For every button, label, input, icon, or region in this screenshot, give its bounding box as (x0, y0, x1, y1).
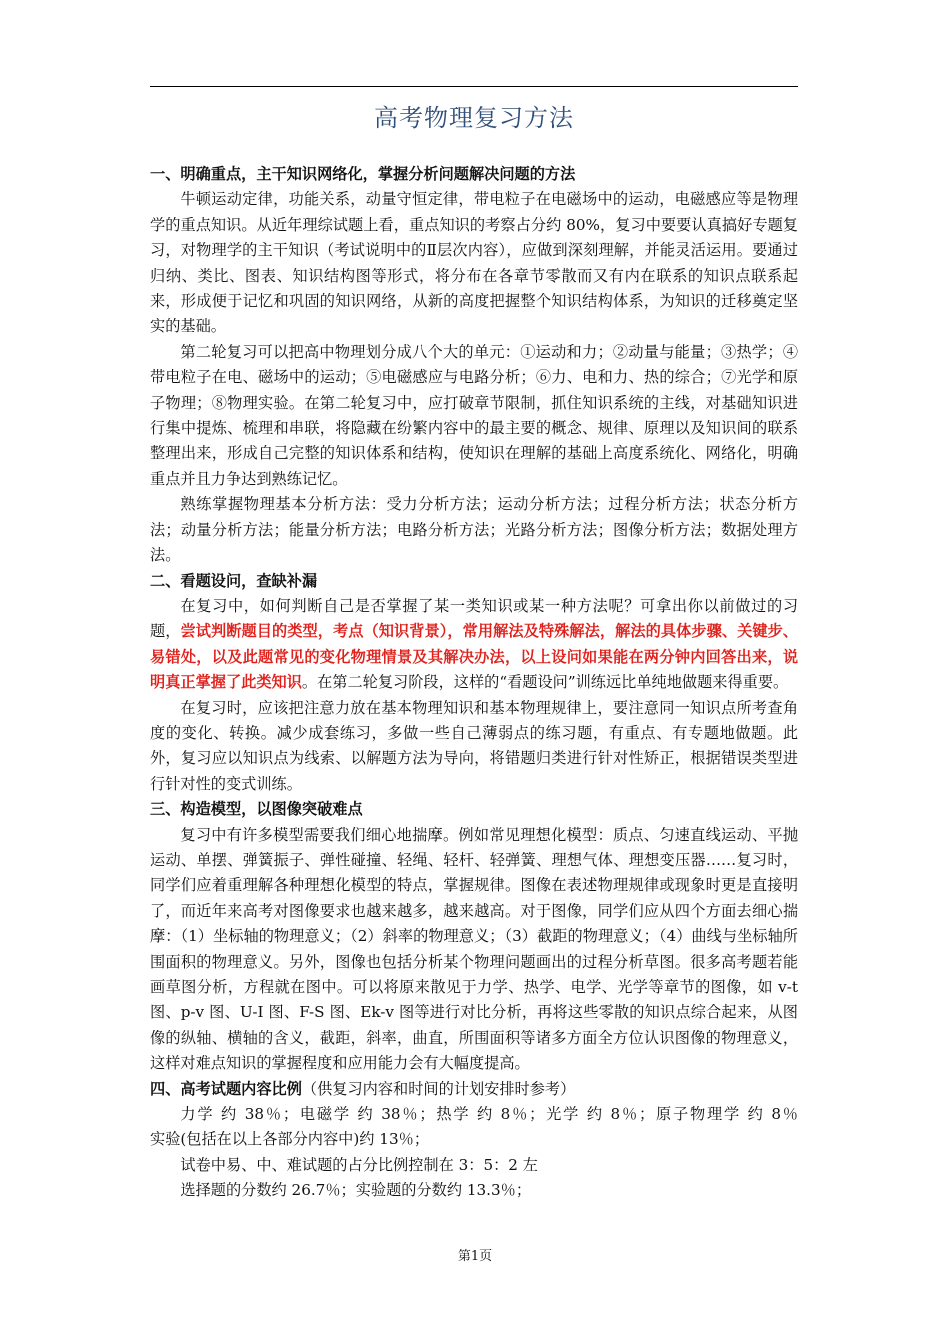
page-title: 高考物理复习方法 (374, 104, 574, 132)
paragraph: 熟练掌握物理基本分析方法：受力分析方法；运动分析方法；过程分析方法；状态分析方法；动量分析方法；能量分析方法；电路分析方法；光路分析方法；图像分析方法；数据处理方法。 (150, 495, 798, 565)
document-body (150, 162, 798, 1204)
page-number: 第1页 (457, 1249, 493, 1264)
paragraph-text: 在复习中，如何判断自己是否掌握了某一类知识或某一种方法呢？可拿出你以前做过的习题， (150, 596, 798, 641)
section-heading (150, 1077, 798, 1102)
header-rule (150, 86, 798, 87)
highlighted-text: 尝试判断题目的类型，考点（知识背景），常用解法及特殊解法，解法的具体步骤、关键步、易错处，以及此题常见的变化物理情景及其解决办法，以上设问如果能在两分钟内回答出来，说明真正掌握了此类知识 (150, 622, 798, 692)
section-heading: 二、看题设问，查缺补漏 (150, 571, 318, 590)
section-heading-text: 四、高考试题内容比例 (150, 1079, 302, 1098)
paragraph: 第二轮复习可以把高中物理划分成八个大的单元：①运动和力；②动量与能量；③热学；④带电粒子在电、磁场中的运动；⑤电磁感应与电路分析；⑥力、电和力、热的综合；⑦光学和原子物理；⑧物理实验。在第二轮复习中，应打破章节限制，抓住知识系统的主线，对基础知识进行集中提炼、梳理和串联，将隐藏在纷繁内容中的最主要的概念、规律、原理以及知识间的联系整理出来，形成自己完整的知识体系和结构，使知识在理解的基础上高度系统化、网络化，明确重点并且力争达到熟练记忆。 (150, 342, 798, 488)
paragraph (150, 594, 798, 696)
paragraph: 力学 约 38％；电磁学 约 38％；热学 约 8％；光学 约 8％；原子物理学 约 8％ (180, 1105, 798, 1124)
section-heading-note: （供复习内容和时间的计划安排时参考） (301, 1079, 576, 1098)
paragraph: 在复习时，应该把注意力放在基本物理知识和基本物理规律上，要注意同一知识点所考查角度的变化、转换。减少成套练习，多做一些自己薄弱点的练习题，有重点、有专题地做题。此外，复习应以知识点为线索、以解题方法为导向，将错题归类进行针对性矫正，根据错误类型进行针对性的变式训练。 (150, 698, 798, 793)
paragraph: 试卷中易、中、难试题的占分比例控制在 3：5：2 左 (180, 1155, 538, 1174)
paragraph-text: 。在第二轮复习阶段，这样的“看题设问”训练远比单纯地做题来得重要。 (301, 673, 789, 692)
paragraph: 复习中有许多模型需要我们细心地揣摩。例如常见理想化模型：质点、匀速直线运动、平抛运动、单摆、弹簧振子、弹性碰撞、轻绳、轻杆、轻弹簧、理想气体、理想变压器……复习时，同学们应着重理解各种理想化模型的特点，掌握规律。图像在表述物理规律或现象时更是直接明了，而近年来高考对图像要求也越来越多，越来越高。对于图像，同学们应从四个方面去细心揣摩：（1）坐标轴的物理意义；（2）斜率的物理意义；（3）截距的物理意义；（4）曲线与坐标轴所围面积的物理意义。另外，图像也包括分析某个物理问题画出的过程分析草图。很多高考题若能画草图分析，方程就在图中。可以将原来散见于力学、热学、电学、光学等章节的图像，如 v-t 图、p-v 图、U-I 图、F-S 图、Ek-v 图等进行对比分析，再将这些零散的知识点综合起来，从图像的纵轴、横轴的含义，截距，斜率，曲直，所围面积等诸多方面全方位认识图像的物理意义，这样对难点知识的掌握程度和应用能力会有大幅度提高。 (150, 825, 798, 1073)
paragraph: 牛顿运动定律，功能关系，动量守恒定律，带电粒子在电磁场中的运动，电磁感应等是物理学的重点知识。从近年理综试题上看，重点知识的考察占分约 80%，复习中要要认真搞好专题复习，对物理学的主干知识（考试说明中的Ⅱ层次内容），应做到深刻理解，并能灵活运用。要通过归纳、类比、图表、知识结构图等形式，将分布在各章节零散而又有内在联系的知识点联系起来，形成便于记忆和巩固的知识网络，从新的高度把握整个知识结构体系，为知识的迁移奠定坚实的基础。 (150, 190, 798, 336)
section-heading: 三、构造模型，以图像突破难点 (150, 800, 363, 819)
paragraph: 选择题的分数约 26.7％；实验题的分数约 13.3％； (180, 1181, 532, 1200)
section-heading: 一、明确重点，主干知识网络化，掌握分析问题解决问题的方法 (150, 165, 576, 183)
paragraph: 实验(包括在以上各部分内容中)约 13％； (150, 1130, 430, 1149)
